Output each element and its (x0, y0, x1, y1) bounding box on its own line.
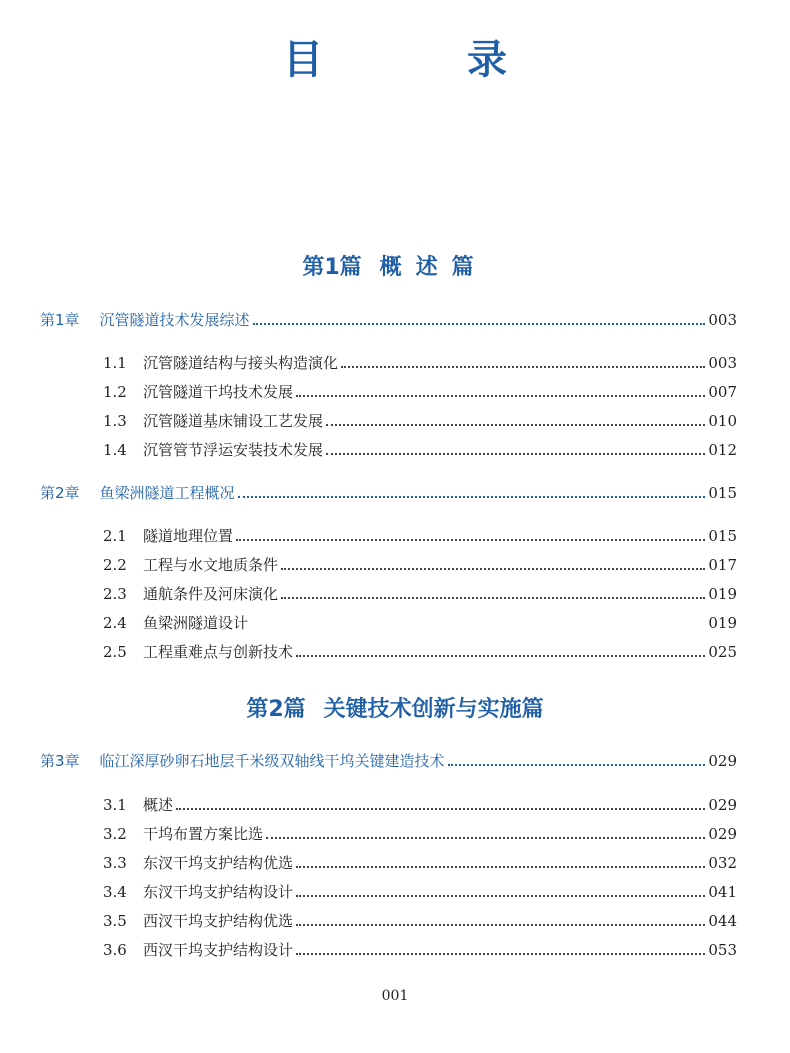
dot-leader (296, 866, 705, 868)
section-title: 西汊干坞支护结构优选 (143, 912, 294, 930)
section-title: 通航条件及河床演化 (143, 585, 279, 603)
page-number: 010 (708, 412, 737, 430)
section-title: 概述 (143, 796, 174, 814)
part-heading (0, 250, 790, 281)
page-number: 025 (708, 643, 737, 661)
dot-leader (236, 539, 705, 541)
toc-section-entry[interactable] (103, 852, 737, 876)
chapter-label: 第2章 (40, 484, 80, 502)
page-title: 目 录 (283, 36, 559, 83)
page-number: 003 (708, 311, 737, 329)
section-title: 东汊干坞支护结构优选 (143, 854, 294, 872)
dot-leader (253, 323, 706, 325)
dot-leader (296, 895, 705, 897)
section-title: 沉管隧道结构与接头构造演化 (143, 354, 339, 372)
dot-leader (326, 424, 705, 426)
page-number: 029 (708, 825, 737, 843)
dot-leader (281, 568, 705, 570)
page-number: 015 (708, 527, 737, 545)
toc-section-entry[interactable] (103, 439, 737, 463)
section-number: 1.3 (103, 412, 127, 430)
chapter-label: 第1章 (40, 311, 80, 329)
toc-section-entry[interactable] (103, 881, 737, 905)
section-title: 东汊干坞支护结构设计 (143, 883, 294, 901)
part-number: 第1篇 (302, 255, 362, 280)
section-number: 3.4 (103, 883, 127, 901)
toc-chapter-entry[interactable] (40, 750, 737, 774)
section-title: 隧道地理位置 (143, 527, 234, 545)
section-title: 工程重难点与创新技术 (143, 643, 294, 661)
dot-leader (341, 366, 705, 368)
section-number: 1.1 (103, 354, 127, 372)
page-folio: 001 (381, 988, 409, 1004)
section-number: 1.2 (103, 383, 127, 401)
page-number: 012 (708, 441, 737, 459)
toc-section-entry[interactable] (103, 352, 737, 376)
chapter-label: 第3章 (40, 752, 80, 770)
section-number: 3.1 (103, 796, 127, 814)
toc-section-entry[interactable] (103, 525, 737, 549)
dot-leader (326, 453, 705, 455)
page-number: 029 (708, 796, 737, 814)
toc-chapter-entry[interactable] (40, 309, 737, 333)
toc-section-entry[interactable] (103, 910, 737, 934)
section-title: 工程与水文地质条件 (143, 556, 279, 574)
section-title: 鱼梁洲隧道设计 (143, 614, 249, 632)
section-number: 2.1 (103, 527, 127, 545)
page-number: 029 (708, 752, 737, 770)
dot-leader (296, 395, 705, 397)
page-number: 041 (708, 883, 737, 901)
section-title: 干坞布置方案比选 (143, 825, 264, 843)
section-title: 沉管隧道基床铺设工艺发展 (143, 412, 324, 430)
chapter-title: 沉管隧道技术发展综述 (99, 311, 250, 329)
section-number: 2.3 (103, 585, 127, 603)
section-number: 3.5 (103, 912, 127, 930)
section-number: 3.3 (103, 854, 127, 872)
part-heading (0, 692, 790, 723)
section-title: 沉管管节浮运安装技术发展 (143, 441, 324, 459)
dot-leader (296, 953, 705, 955)
dot-leader (296, 924, 705, 926)
section-number: 2.5 (103, 643, 127, 661)
toc-section-entry[interactable] (103, 554, 737, 578)
toc-section-entry[interactable] (103, 641, 737, 665)
part-number: 第2篇 (246, 697, 306, 722)
toc-section-entry[interactable] (103, 823, 737, 847)
toc-section-entry[interactable] (103, 612, 737, 636)
section-number: 1.4 (103, 441, 127, 459)
section-title: 沉管隧道干坞技术发展 (143, 383, 294, 401)
dot-leader (176, 808, 705, 810)
page-number: 015 (708, 484, 737, 502)
part-name: 关键技术创新与实施篇 (323, 697, 544, 722)
chapter-title: 临江深厚砂卵石地层千米级双轴线干坞关键建造技术 (99, 752, 445, 770)
section-number: 2.4 (103, 614, 127, 632)
section-number: 3.6 (103, 941, 127, 959)
chapter-title: 鱼梁洲隧道工程概况 (99, 484, 235, 502)
toc-section-entry[interactable] (103, 583, 737, 607)
page-number: 053 (708, 941, 737, 959)
page-number: 003 (708, 354, 737, 372)
page-number: 044 (708, 912, 737, 930)
page-number: 007 (708, 383, 737, 401)
section-number: 3.2 (103, 825, 127, 843)
part-name: 概述篇 (379, 255, 488, 280)
toc-section-entry[interactable] (103, 939, 737, 963)
dot-leader (281, 597, 705, 599)
page-number: 019 (708, 614, 737, 632)
toc-chapter-entry[interactable] (40, 482, 737, 506)
section-title: 西汊干坞支护结构设计 (143, 941, 294, 959)
toc-section-entry[interactable] (103, 381, 737, 405)
toc-section-entry[interactable] (103, 410, 737, 434)
page-number: 032 (708, 854, 737, 872)
dot-leader (238, 496, 706, 498)
dot-leader (448, 764, 706, 766)
toc-section-entry[interactable] (103, 794, 737, 818)
page-number: 019 (708, 585, 737, 603)
dot-leader (296, 655, 705, 657)
page-number: 017 (708, 556, 737, 574)
dot-leader (266, 837, 705, 839)
section-number: 2.2 (103, 556, 127, 574)
